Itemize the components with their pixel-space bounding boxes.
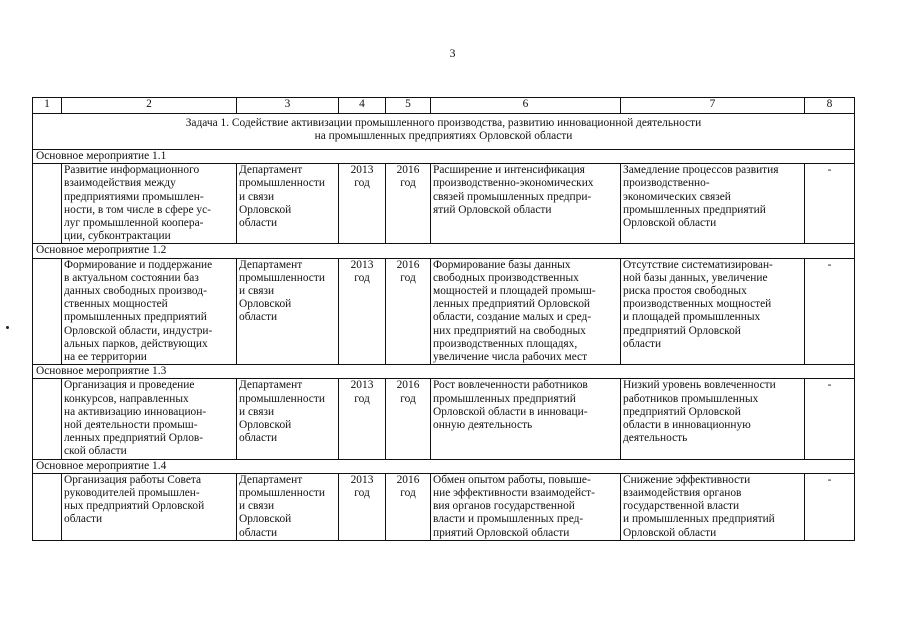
row-number-cell [33,164,62,244]
column-8-cell: - [805,258,855,365]
column-number: 5 [386,98,431,114]
main-measure-title: Основное мероприятие 1.1 [33,150,855,164]
main-measure-heading-row [33,365,855,379]
measure-detail-row [33,379,855,459]
main-measure-heading-row [33,150,855,164]
end-year-cell: 2016 год [386,258,431,365]
executor-cell: Департамент промышленности и связи Орловской области [237,379,339,459]
end-year-cell: 2016 год [386,379,431,459]
column-number: 4 [339,98,386,114]
end-year-cell: 2016 год [386,164,431,244]
column-number: 6 [431,98,621,114]
expected-result-cell: Рост вовлеченности работников промышленных предприятий Орловской области в инноваци- онную деятельность [431,379,621,459]
expected-result-cell: Расширение и интенсификация производственно-экономических связей промышленных предпри- ятий Орловской области [431,164,621,244]
column-8-cell: - [805,164,855,244]
task-heading-row [33,114,855,150]
task-title: Задача 1. Содействие активизации промышленного производства, развитию инновационной деятельности на промышленных предприятиях Орловской области [33,114,855,150]
start-year-cell: 2013 год [339,258,386,365]
expected-result-cell: Формирование базы данных свободных производственных мощностей и площадей промыш- ленных предприятий Орловской области, создание малых и сред- них предприятий на свободных производственных площадях, увеличение числа рабочих мест [431,258,621,365]
expected-result-cell: Обмен опытом работы, повыше- ние эффективности взаимодейст- вия органов государственной власти и промышленных пред- приятий Орловской области [431,473,621,540]
measure-detail-row [33,258,855,365]
program-measures-table [32,97,855,541]
main-measure-title: Основное мероприятие 1.3 [33,365,855,379]
column-number: 2 [62,98,237,114]
column-number: 7 [621,98,805,114]
column-number: 1 [33,98,62,114]
page-number: 3 [449,46,456,60]
activity-cell: Формирование и поддержание в актуальном состоянии баз данных свободных производ- ственных мощностей промышленных предприятий Орловской области, индустри- альных парков, действующих на ее территории [62,258,237,365]
consequences-cell: Снижение эффективности взаимодействия органов государственной власти и промышленных предприятий Орловской области [621,473,805,540]
column-number-row [33,98,855,114]
row-number-cell [33,258,62,365]
main-measure-title: Основное мероприятие 1.4 [33,459,855,473]
start-year-cell: 2013 год [339,473,386,540]
scan-artifact-dot [6,326,9,329]
executor-cell: Департамент промышленности и связи Орловской области [237,164,339,244]
activity-cell: Организация работы Совета руководителей промышлен- ных предприятий Орловской области [62,473,237,540]
start-year-cell: 2013 год [339,164,386,244]
executor-cell: Департамент промышленности и связи Орловской области [237,473,339,540]
consequences-cell: Замедление процессов развития производственно- экономических связей промышленных предприятий Орловской области [621,164,805,244]
column-8-cell: - [805,473,855,540]
measure-detail-row [33,473,855,540]
column-8-cell: - [805,379,855,459]
main-measure-heading-row [33,459,855,473]
main-measure-heading-row [33,244,855,258]
start-year-cell: 2013 год [339,379,386,459]
activity-cell: Развитие информационного взаимодействия между предприятиями промышлен- ности, в том числе в сфере ус- луг промышленной коопера- ции, субконтрактации [62,164,237,244]
consequences-cell: Отсутствие систематизирован- ной базы данных, увеличение риска простоя свободных производственных мощностей и площадей промышленных предприятий Орловской области [621,258,805,365]
column-number: 3 [237,98,339,114]
column-number: 8 [805,98,855,114]
executor-cell: Департамент промышленности и связи Орловской области [237,258,339,365]
consequences-cell: Низкий уровень вовлеченности работников промышленных предприятий Орловской области в инновационную деятельность [621,379,805,459]
activity-cell: Организация и проведение конкурсов, направленных на активизацию инновацион- ной деятельности промыш- ленных предприятий Орлов- ской области [62,379,237,459]
row-number-cell [33,379,62,459]
main-measure-title: Основное мероприятие 1.2 [33,244,855,258]
row-number-cell [33,473,62,540]
end-year-cell: 2016 год [386,473,431,540]
measure-detail-row [33,164,855,244]
